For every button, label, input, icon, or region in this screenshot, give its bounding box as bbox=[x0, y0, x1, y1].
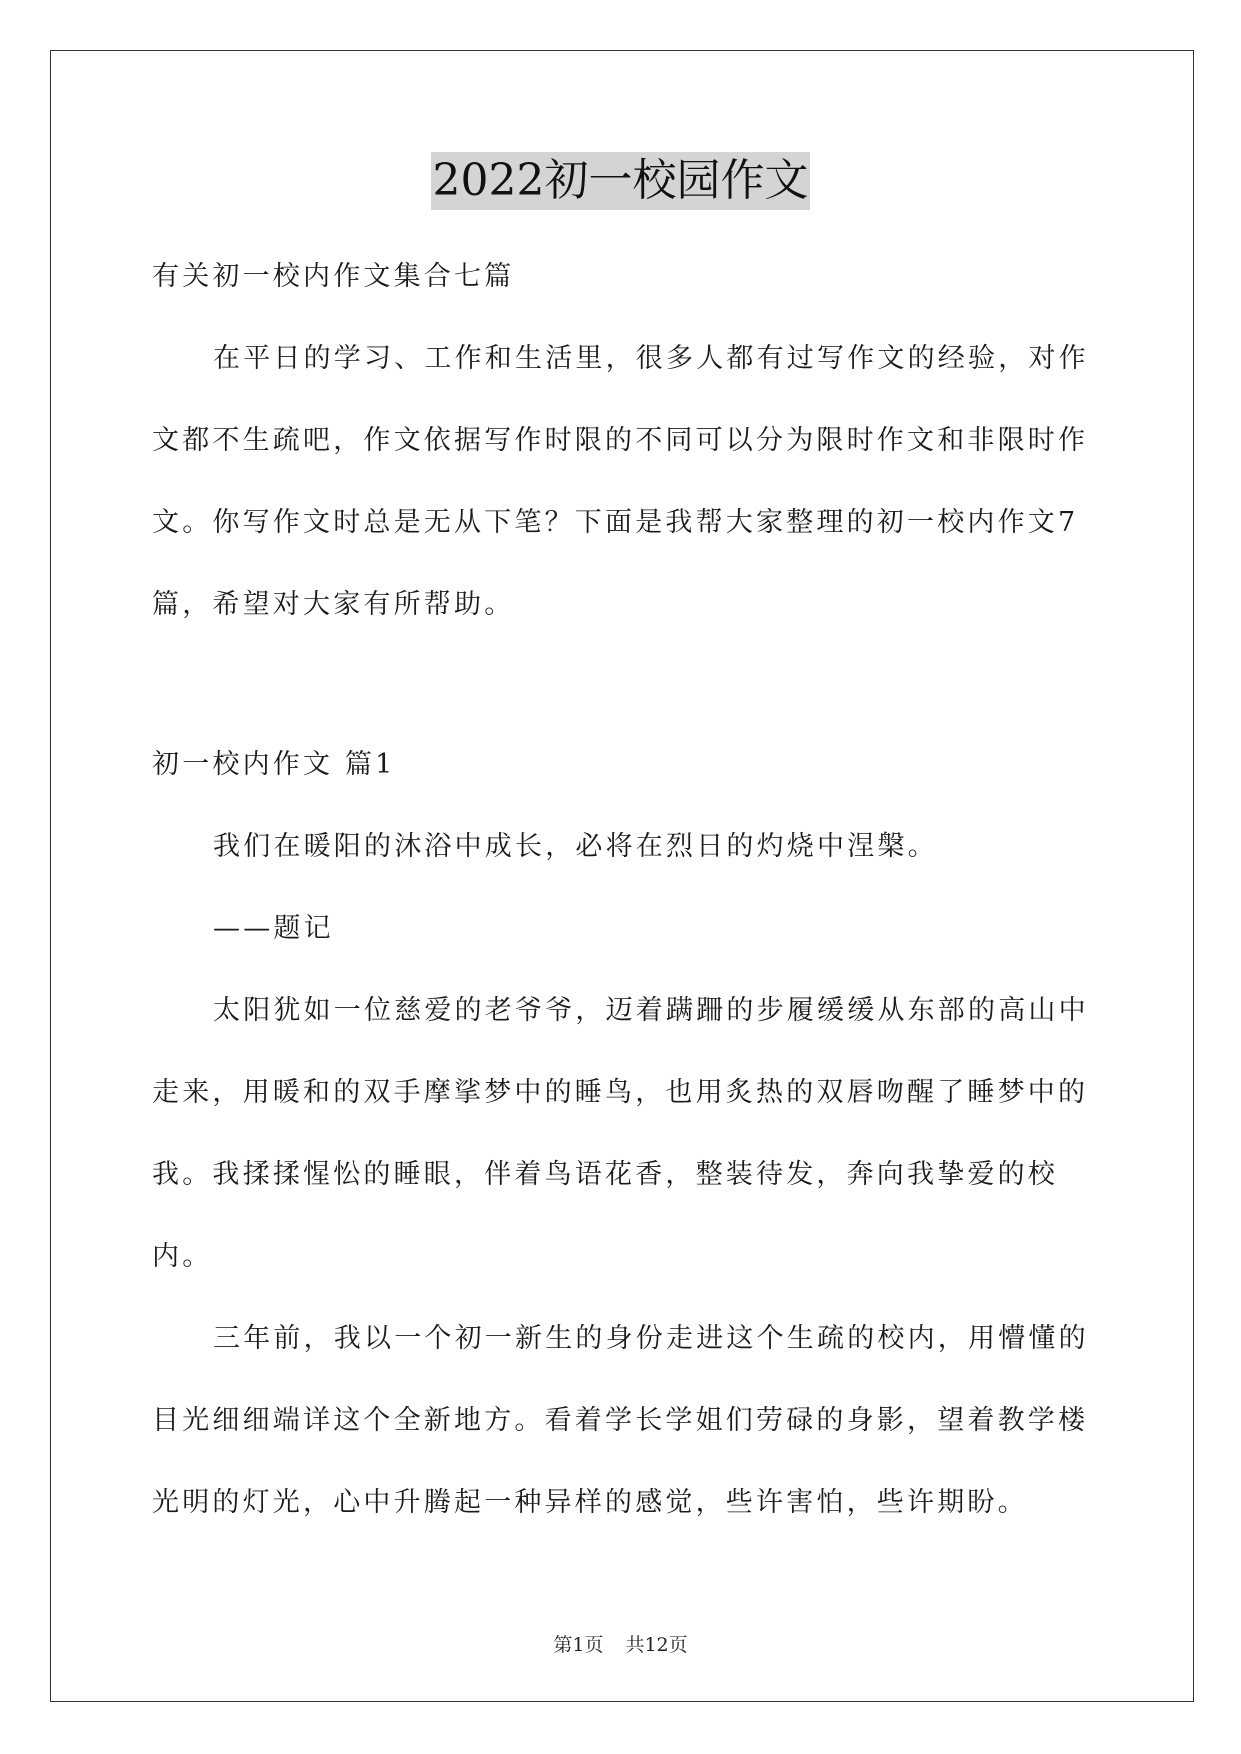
title-container bbox=[0, 152, 1241, 210]
document-title: 2022初一校园作文 bbox=[431, 152, 811, 210]
epigraph-source: ——题记 bbox=[213, 913, 334, 944]
body-paragraph: 三年前，我以一个初一新生的身份走进这个生疏的校内，用懵懂的目光细细端详这个全新地方。看着学长学姐们劳碌的身影，望着教学楼光明的灯光，心中升腾起一种异样的感觉，些许害怕，些许期盼。 bbox=[152, 1323, 1089, 1518]
document-body bbox=[152, 236, 1097, 1544]
section-heading: 初一校内作文 篇1 bbox=[152, 749, 396, 780]
page-footer bbox=[0, 1630, 1241, 1657]
epigraph: 我们在暖阳的沐浴中成长，必将在烈日的灼烧中涅槃。 bbox=[213, 831, 938, 862]
page-total: 共12页 bbox=[625, 1634, 688, 1656]
body-paragraph: 太阳犹如一位慈爱的老爷爷，迈着蹒跚的步履缓缓从东部的高山中走来，用暖和的双手摩挲梦中的睡鸟，也用炙热的双唇吻醒了睡梦中的我。我揉揉惺忪的睡眼，伴着鸟语花香，整装待发，奔向我挚爱的校内。 bbox=[152, 995, 1089, 1272]
page-number: 第1页 bbox=[553, 1634, 604, 1656]
document-subtitle: 有关初一校内作文集合七篇 bbox=[152, 261, 515, 292]
intro-paragraph: 在平日的学习、工作和生活里，很多人都有过写作文的经验，对作文都不生疏吧，作文依据写作时限的不同可以分为限时作文和非限时作文。你写作文时总是无从下笔？下面是我帮大家整理的初一校内作文7篇，希望对大家有所帮助。 bbox=[152, 343, 1089, 620]
